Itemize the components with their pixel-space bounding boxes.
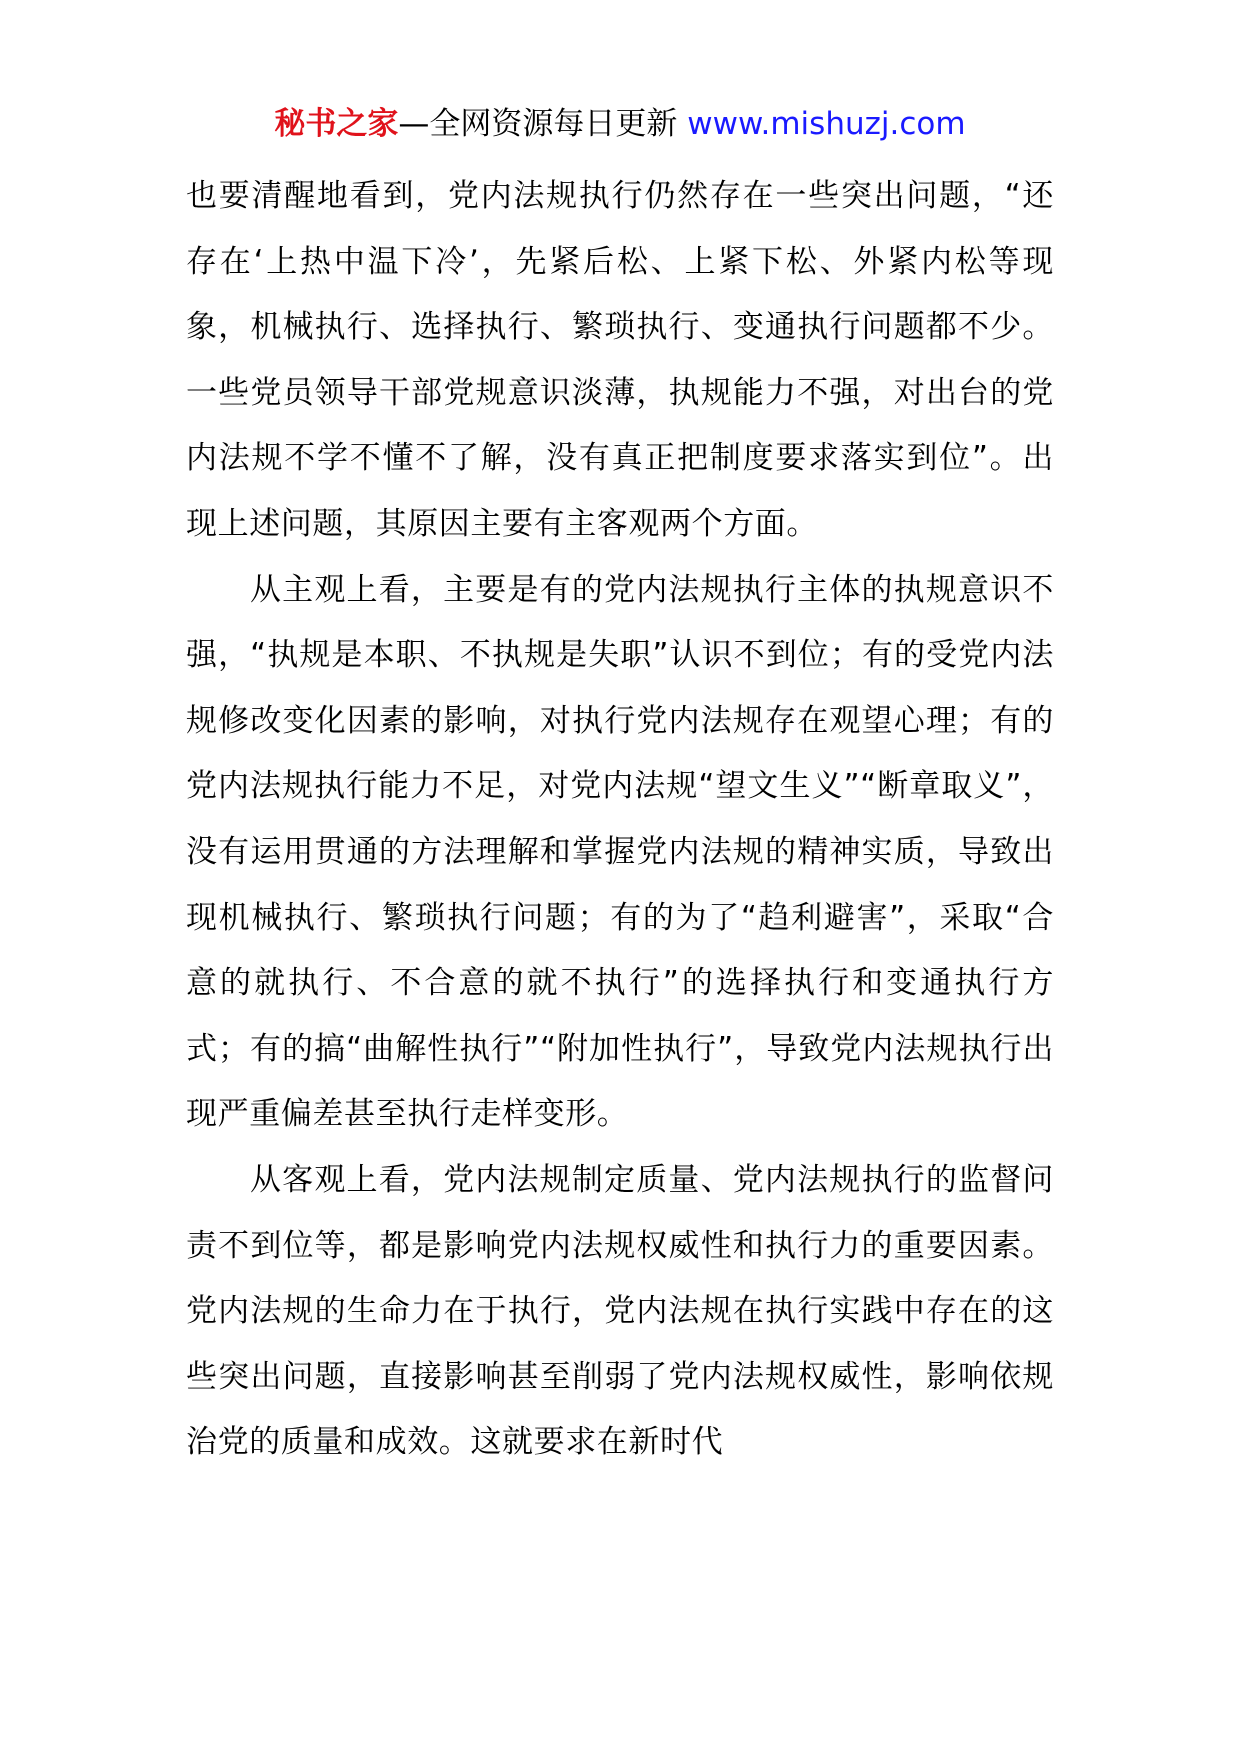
site-tagline: —全网资源每日更新	[398, 106, 688, 142]
paragraph-continuation: 也要清醒地看到，党内法规执行仍然存在一些突出问题，“还存在‘上热中温下冷’，先紧后松、上紧下松、外紧内松等现象，机械执行、选择执行、繁琐执行、变通执行问题都不少。一些党员领导干部党规意识淡薄，执规能力不强，对出台的党内法规不学不懂不了解，没有真正把制度要求落实到位”。出现上述问题，其原因主要有主客观两个方面。	[186, 178, 1054, 542]
paragraph-subjective: 从主观上看，主要是有的党内法规执行主体的执规意识不强，“执规是本职、不执规是失职”认识不到位；有的受党内法规修改变化因素的影响，对执行党内法规存在观望心理；有的党内法规执行能力不足，对党内法规“望文生义”“断章取义”，没有运用贯通的方法理解和掌握党内法规的精神实质，导致出现机械执行、繁琐执行问题；有的为了“趋利避害”，采取“合意的就执行、不合意的就不执行”的选择执行和变通执行方式；有的搞“曲解性执行”“附加性执行”，导致党内法规执行出现严重偏差甚至执行走样变形。	[186, 571, 1054, 1133]
paragraph-objective: 从客观上看，党内法规制定质量、党内法规执行的监督问责不到位等，都是影响党内法规权威性和执行力的重要因素。党内法规的生命力在于执行，党内法规在执行实践中存在的这些突出问题，直接影响甚至削弱了党内法规权威性，影响依规治党的质量和成效。这就要求在新时代	[186, 1161, 1054, 1461]
document-body	[186, 164, 1054, 1476]
site-brand: 秘书之家	[274, 106, 399, 142]
site-url[interactable]: www.mishuzj.com	[687, 106, 966, 142]
site-header	[0, 104, 1240, 144]
